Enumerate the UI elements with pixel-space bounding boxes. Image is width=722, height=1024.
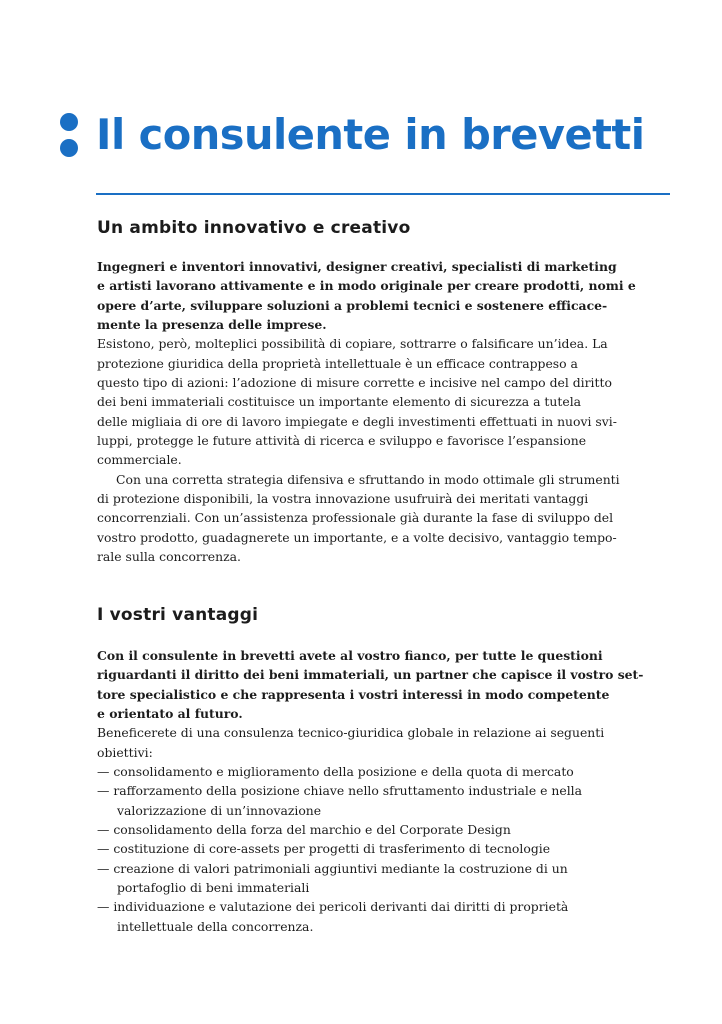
section-body-vantaggi [97, 646, 675, 936]
text-line: Beneficerete di una consulenza tecnico-giuridica globale in relazione ai seguenti [97, 725, 605, 741]
text-line: dei beni immateriali costituisce un importante elemento di sicurezza a tutela [97, 394, 582, 410]
text-line: protezione giuridica della proprietà intellettuale è un efficace contrappeso a [97, 355, 578, 371]
text-line: portafoglio di beni immateriali [117, 880, 310, 896]
text-line: — consolidamento e miglioramento della posizione e della quota di mercato [97, 764, 574, 780]
text-line: delle migliaia di ore di lavoro impiegate e degli investimenti effettuati in nuovi svi- [97, 413, 617, 429]
text-line: intellettuale della concorrenza. [117, 918, 314, 934]
text-line: Ingegneri e inventori innovativi, designer creativi, specialisti di marketing [97, 259, 617, 274]
text-line: e artisti lavorano attivamente e in modo originale per creare prodotti, nomi e [97, 278, 636, 294]
text-line: commerciale. [97, 452, 182, 468]
text-line: e orientato al futuro. [97, 706, 243, 722]
text-line: valorizzazione di un’innovazione [117, 802, 322, 818]
text-line: — rafforzamento della posizione chiave nello sfruttamento industriale e nella [97, 783, 583, 799]
section-heading-vantaggi: I vostri vantaggi [97, 605, 259, 625]
dot-icon [60, 139, 78, 157]
text-line: concorrenziali. Con un’assistenza professionale già durante la fase di sviluppo del [97, 510, 614, 526]
text-line: Con una corretta strategia difensiva e sfruttando in modo ottimale gli strumenti [116, 471, 620, 487]
text-line: obiettivi: [97, 744, 153, 760]
text-line: — creazione di valori patrimoniali aggiuntivi mediante la costruzione di un [97, 860, 568, 876]
text-line: vostro prodotto, guadagnerete un importante, e a volte decisivo, vantaggio tempo- [97, 529, 617, 545]
dot-icon [60, 113, 78, 131]
text-line: — costituzione di core-assets per progetti di trasferimento di tecnologie [97, 841, 551, 857]
text-line: rale sulla concorrenza. [97, 549, 241, 565]
page-title: Il consulente in brevetti [96, 110, 645, 159]
text-line: di protezione disponibili, la vostra innovazione usufruirà dei meritati vantaggi [97, 491, 589, 507]
text-line: riguardanti il diritto dei beni immateriali, un partner che capisce il vostro set- [97, 667, 644, 683]
text-line: Esistono, però, molteplici possibilità di copiare, sottrarre o falsificare un’idea. La [97, 336, 608, 352]
text-line: questo tipo di azioni: l’adozione di misure corrette e incisive nel campo del diritto [97, 375, 612, 391]
text-line: — consolidamento della forza del marchio e del Corporate Design [97, 822, 511, 838]
colon-bullet-icon [58, 113, 80, 159]
section-body-innovativo [97, 257, 675, 567]
title-divider [96, 193, 670, 195]
text-line: mente la presenza delle imprese. [97, 317, 327, 333]
text-line: opere d’arte, sviluppare soluzioni a problemi tecnici e sostenere efficace- [97, 297, 608, 313]
text-line: tore specialistico e che rappresenta i vostri interessi in modo competente [97, 686, 610, 702]
text-line: luppi, protegge le future attività di ricerca e sviluppo e favorisce l’espansione [97, 433, 587, 449]
section-heading-innovativo: Un ambito innovativo e creativo [97, 218, 411, 238]
text-line: Con il consulente in brevetti avete al vostro fianco, per tutte le questioni [97, 648, 603, 663]
text-line: — individuazione e valutazione dei pericoli derivanti dai diritti di proprietà [97, 899, 569, 915]
